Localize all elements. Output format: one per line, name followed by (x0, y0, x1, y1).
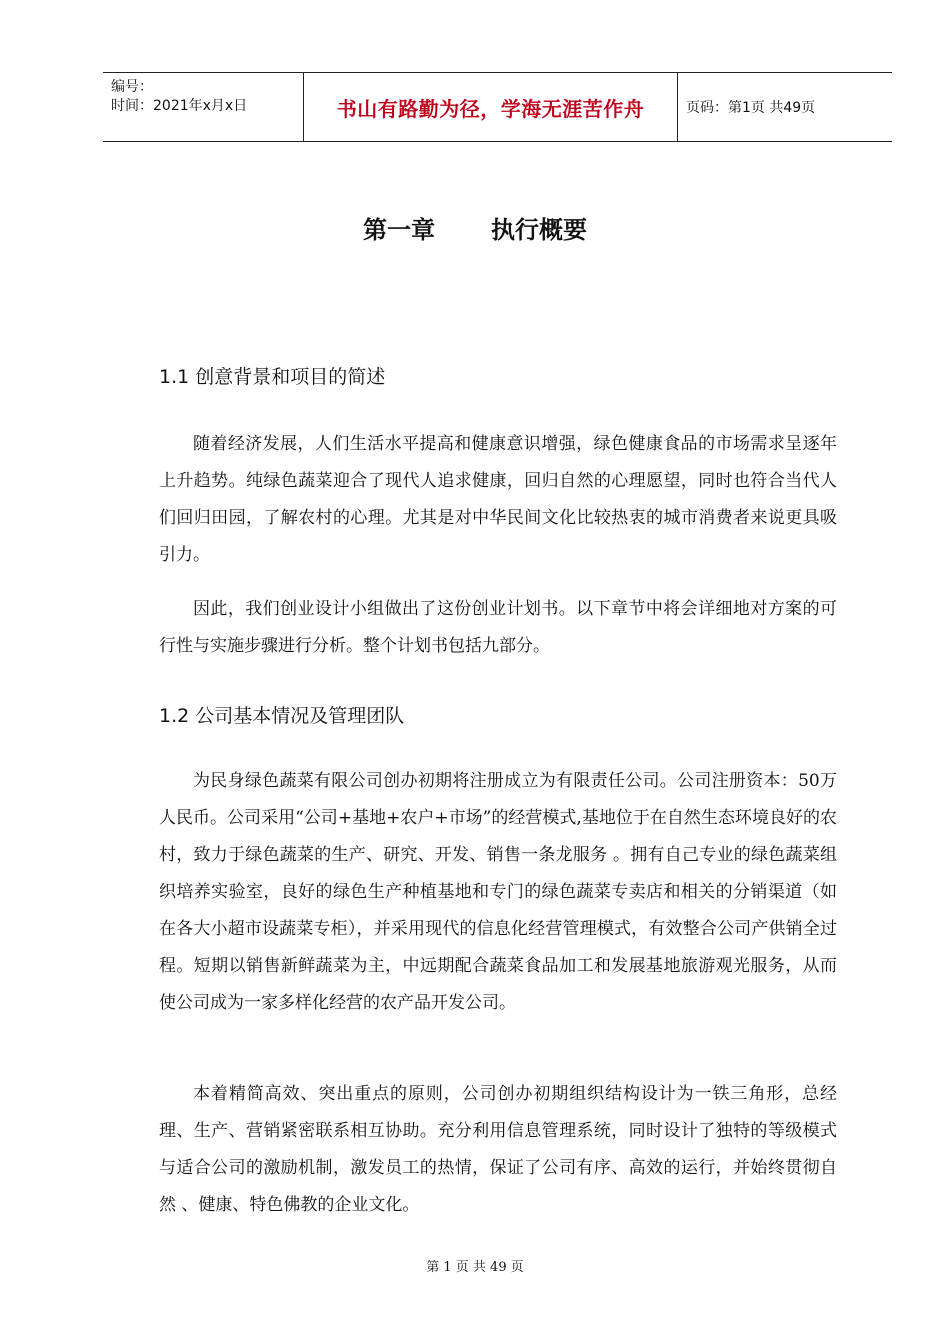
header-motto: 书山有路勤为径，学海无涯苦作舟 (336, 96, 645, 121)
chapter-number: 第一章 (363, 216, 435, 244)
paragraph: 随着经济发展，人们生活水平提高和健康意识增强，绿色健康食品的市场需求呈逐年上升趋势。纯绿色蔬菜迎合了现代人追求健康，回归自然的心理愿望，同时也符合当代人们回归田园，了解农村的心理。尤其是对中华民间文化比较热衷的城市消费者来说更具吸引力。 (159, 434, 837, 565)
header-right-cell (678, 73, 892, 141)
chapter-title (0, 210, 950, 245)
chapter-name: 执行概要 (491, 216, 587, 244)
header-middle-cell (304, 73, 678, 141)
paragraph: 因此，我们创业设计小组做出了这份创业计划书。以下章节中将会详细地对方案的可行性与实施步骤进行分析。整个计划书包括九部分。 (159, 599, 837, 656)
header-page-code: 页码：第1页 共49页 (686, 100, 816, 116)
paragraph: 本着精简高效、突出重点的原则，公司创办初期组织结构设计为一铁三角形，总经理、生产、营销紧密联系相互协助。充分利用信息管理系统，同时设计了独特的等级模式与适合公司的激励机制，激发员工的热情，保证了公司有序、高效的运行，并始终贯彻自然 、健康、特色佛教的企业文化。 (159, 1084, 837, 1215)
document-header (103, 72, 892, 142)
section-heading-1-2: 1.2 公司基本情况及管理团队 (159, 705, 405, 727)
paragraph: 为民身绿色蔬菜有限公司创办初期将注册成立为有限责任公司。公司注册资本：50万人民币。公司采用“公司+基地+农户+市场”的经营模式,基地位于在自然生态环境良好的农村，致力于绿色蔬菜的生产、研究、开发、销售一条龙服务 。拥有自己专业的绿色蔬菜组织培养实验室，良好的绿色生产种植基地和专门的绿色蔬菜专卖店和相关的分销渠道（如在各大小超市设蔬菜专柜），并采用现代的信息化经营管理模式，有效整合公司产供销全过程。短期以销售新鲜蔬菜为主，中远期配合蔬菜食品加工和发展基地旅游观光服务，从而使公司成为一家多样化经营的农产品开发公司。 (159, 771, 837, 1013)
section-heading-1-1: 1.1 创意背景和项目的简述 (159, 366, 386, 388)
document-date: 时间：2021年x月x日 (111, 98, 248, 114)
document-number-label: 编号： (111, 79, 153, 95)
header-left-cell (103, 73, 304, 141)
page-footer: 第 1 页 共 49 页 (426, 1260, 524, 1275)
